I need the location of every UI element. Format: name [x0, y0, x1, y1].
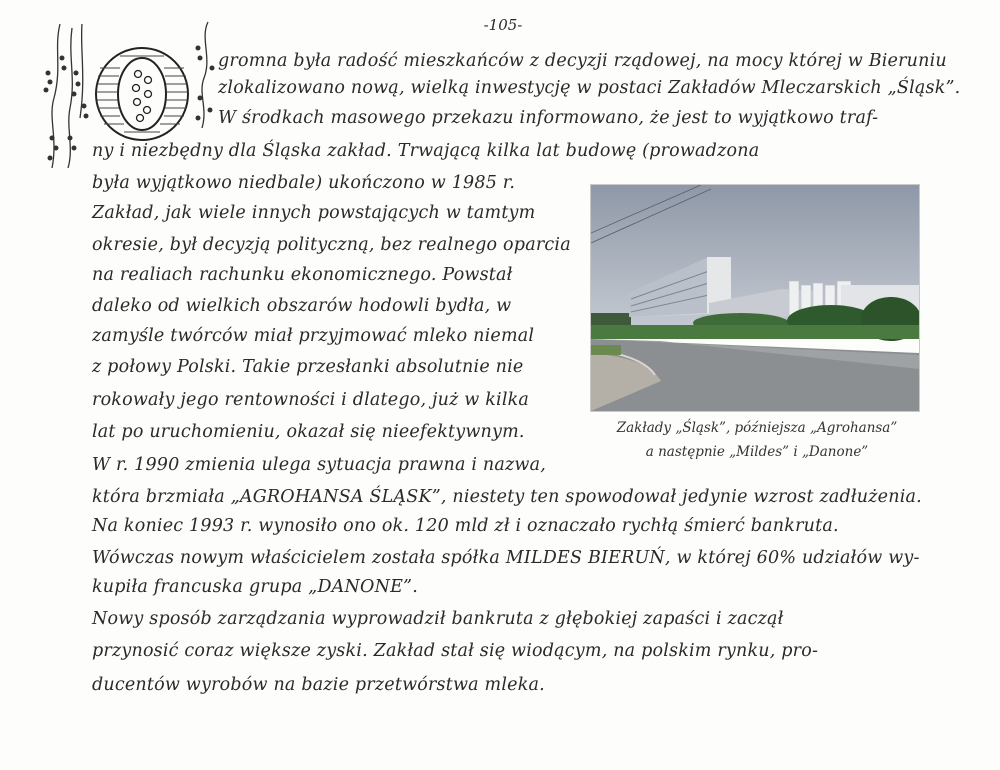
text-line: okresie, był decyzją polityczną, bez realnego oparcia — [92, 235, 571, 255]
page-number: -105- — [483, 16, 523, 34]
text-line: gromna była radość mieszkańców z decyzji rządowej, na mocy której w Bieruniu — [218, 51, 947, 71]
text-line: ny i niezbędny dla Śląska zakład. Trwającą kilka lat budowę (prowadzona — [92, 141, 760, 161]
text-line: W r. 1990 zmienia ulega sytuacja prawna i nazwa, — [92, 455, 547, 475]
text-line: Wówczas nowym właścicielem została spółka MILDES BIERUŃ, w której 60% udziałów wy- — [92, 548, 920, 568]
text-line: zamyśle twórców miał przyjmować mleko niemal — [92, 326, 535, 346]
photo-caption-line: a następnie „Mildes” i „Danone” — [645, 444, 869, 460]
text-line: z połowy Polski. Takie przesłanki absolutnie nie — [92, 357, 524, 377]
text-line: była wyjątkowo niedbale) ukończono w 1985 r. — [92, 173, 516, 193]
text-line: lat po uruchomieniu, okazał się nieefektywnym. — [92, 422, 525, 442]
text-line: Na koniec 1993 r. wynosiło ono ok. 120 mld zł i oznaczało rychłą śmierć bankruta. — [92, 516, 839, 536]
text-line: na realiach rachunku ekonomicznego. Powstał — [92, 265, 513, 285]
photo-caption-line: Zakłady „Śląsk”, późniejsza „Agrohansa” — [616, 420, 898, 436]
text-line: Nowy sposób zarządzania wyprowadził bankruta z głębokiej zapaści i zaczął — [92, 609, 784, 629]
text-line: zlokalizowano nową, wielką inwestycję w postaci Zakładów Mleczarskich „Śląsk”. — [218, 78, 961, 98]
text-line: przynosić coraz większe zyski. Zakład stał się wiodącym, na polskim rynku, pro- — [92, 641, 819, 661]
text-line: daleko od wielkich obszarów hodowli bydła, w — [92, 296, 512, 316]
text-line: kupiła francuska grupa „DANONE”. — [92, 577, 418, 597]
text-line: rokowały jego rentowności i dlatego, już w kilka — [92, 390, 530, 410]
text-line: ducentów wyrobów na bazie przetwórstwa mleka. — [92, 675, 545, 695]
text-line: W środkach masowego przekazu informowano, że jest to wyjątkowo traf- — [218, 108, 879, 128]
text-line: która brzmiała „AGROHANSA ŚLĄSK”, niestety ten spowodował jedynie wzrost zadłużenia. — [92, 487, 922, 507]
factory-photo — [590, 184, 920, 412]
text-line: Zakład, jak wiele innych powstających w tamtym — [92, 203, 536, 223]
